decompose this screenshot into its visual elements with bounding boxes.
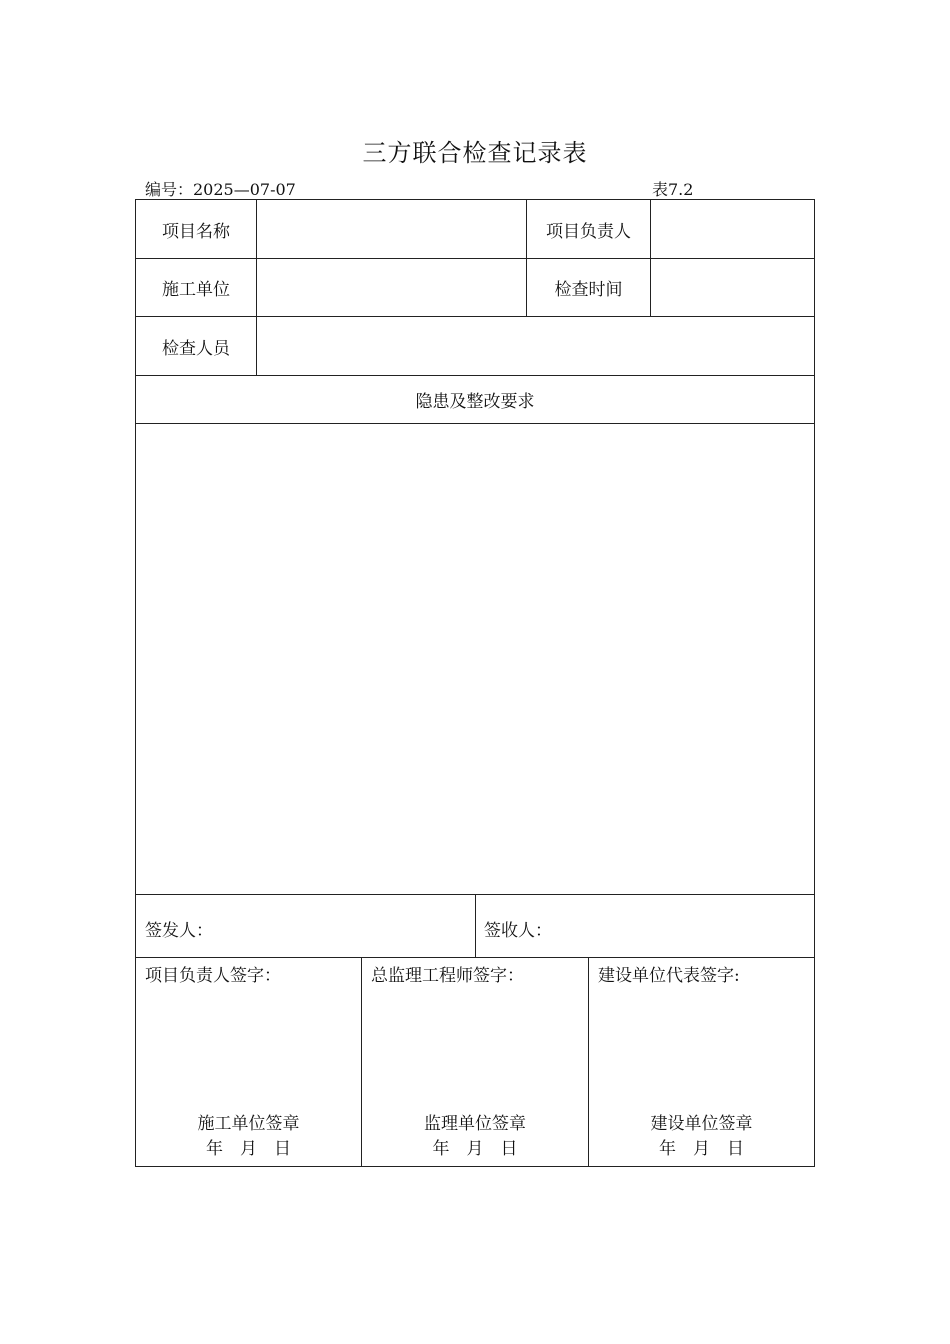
table-number: 表7.2 [652, 180, 694, 199]
construction-unit-field[interactable] [257, 259, 526, 316]
owner-stamp-label: 建设单位签章 [650, 1114, 753, 1134]
page-title: 三方联合检查记录表 [362, 139, 588, 167]
supervision-stamp-label: 监理单位签章 [424, 1114, 526, 1134]
hazards-header: 隐患及整改要求 [415, 392, 535, 412]
owner-rep-signature-label: 建设单位代表签字: [598, 966, 740, 986]
construction-date-label: 年 月 日 [206, 1139, 291, 1159]
inspectors-label: 检查人员 [162, 338, 230, 359]
owner-date-label: 年 月 日 [659, 1139, 744, 1159]
serial-number: 编号：2025—07-07 [145, 180, 296, 199]
project-manager-label: 项目负责人 [546, 221, 631, 242]
project-manager-field[interactable] [651, 200, 814, 258]
construction-stamp-label: 施工单位签章 [197, 1114, 300, 1134]
hazards-content-area[interactable] [136, 424, 814, 894]
project-name-field[interactable] [257, 200, 526, 258]
table-border-bottom [135, 1166, 815, 1167]
manager-signature-label: 项目负责人签字： [145, 966, 281, 986]
project-name-label: 项目名称 [162, 221, 230, 242]
construction-unit-label: 施工单位 [162, 280, 230, 300]
table-border-right [814, 199, 815, 1167]
inspectors-field[interactable] [257, 317, 814, 375]
receiver-label: 签收人： [484, 921, 552, 941]
supervision-date-label: 年 月 日 [432, 1139, 518, 1159]
inspection-time-label: 检查时间 [554, 280, 623, 300]
supervisor-signature-label: 总监理工程师签字： [371, 966, 524, 986]
inspection-time-field[interactable] [651, 259, 814, 316]
issuer-label: 签发人： [145, 921, 213, 941]
column-divider [475, 894, 476, 958]
